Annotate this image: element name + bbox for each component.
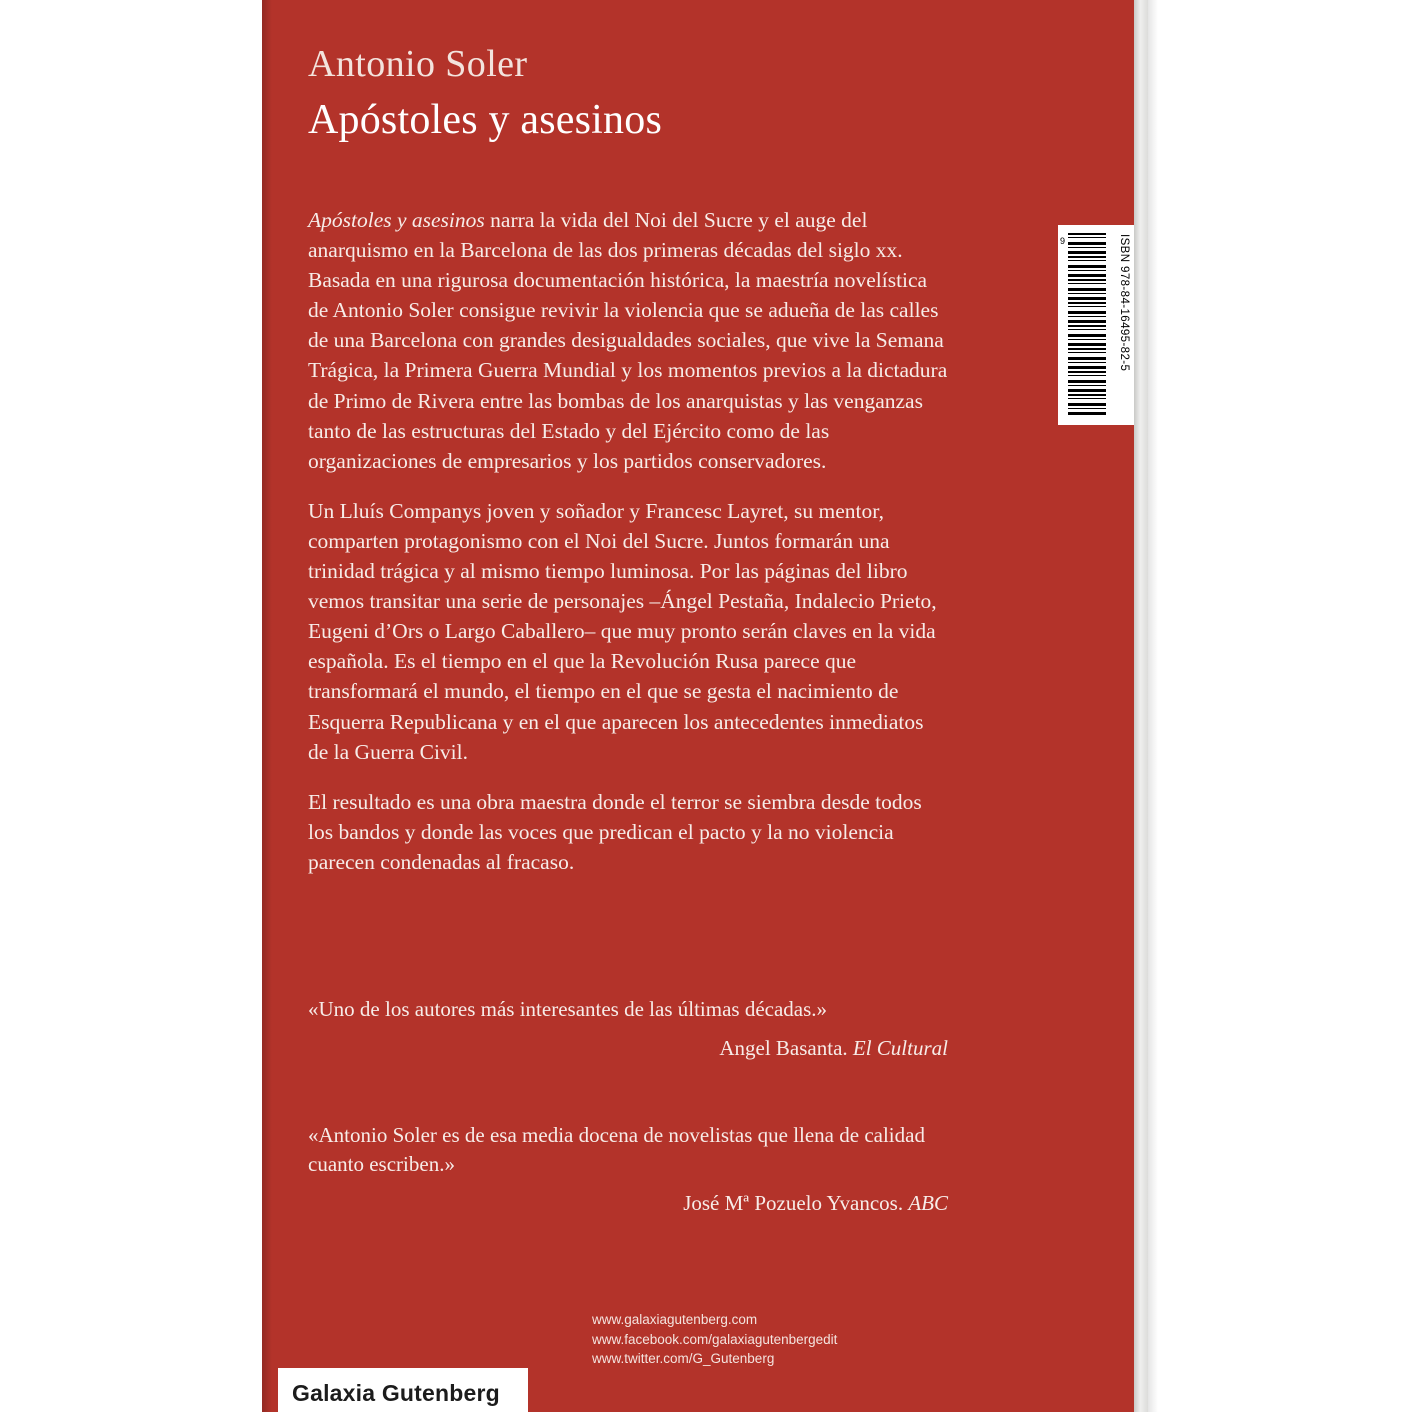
press-quote-text: «Uno de los autores más interesantes de las últimas décadas.» bbox=[308, 997, 828, 1021]
press-quote-text: «Antonio Soler es de esa media docena de novelistas que llena de calidad cuanto escriben.» bbox=[308, 1122, 925, 1176]
twitter-link: www.twitter.com/G_Gutenberg bbox=[592, 1351, 775, 1367]
blurb-title-italic: Apóstoles y asesinos bbox=[308, 208, 485, 232]
press-quote-source bbox=[308, 1189, 948, 1218]
facebook-link: www.facebook.com/galaxiagutenbergedit bbox=[592, 1331, 838, 1347]
barcode-lead-digit: 9 bbox=[1060, 236, 1066, 246]
press-quote bbox=[308, 1121, 948, 1218]
book-page-edge bbox=[1134, 0, 1148, 1412]
blurb-text bbox=[308, 205, 948, 877]
website-link: www.galaxiagutenberg.com bbox=[592, 1312, 758, 1327]
press-quote-source bbox=[308, 1034, 948, 1063]
blurb-paragraph-1-rest: narra la vida del Noi del Sucre y el auge del anarquismo en la Barcelona de las dos primeras décadas del siglo xx. Basada en una rigurosa documentación histórica, la maestría novelística de Antonio Soler consigue revivir la violencia que se adueña de las calles de una Barcelona con grandes desigualdades sociales, que vive la Semana Trágica, la Primera Guerra Mundial y los momentos previos a la dictadura de Primo de Rivera entre las bombas de los anarquistas y las venganzas tanto de las estructuras del Estado y del Ejército como de las organizaciones de empresarios y los partidos conservadores. bbox=[308, 208, 948, 473]
publisher-web-links bbox=[592, 1310, 837, 1369]
press-quotes bbox=[308, 995, 948, 1218]
cover-spine-shadow bbox=[262, 0, 272, 1412]
book-edge-shadow bbox=[1148, 0, 1158, 1412]
isbn-number: ISBN 978-84-16495-82-5 bbox=[1118, 234, 1130, 372]
press-quote bbox=[308, 995, 948, 1063]
blurb-paragraph-1 bbox=[308, 205, 948, 476]
author-name: Antonio Soler bbox=[308, 43, 528, 85]
book-cover-panel bbox=[262, 0, 1134, 1412]
press-quote-publication: ABC bbox=[908, 1190, 948, 1215]
barcode-stripes-icon bbox=[1068, 233, 1106, 417]
press-quote-author: Angel Basanta. bbox=[719, 1035, 848, 1060]
blurb-paragraph-3: El resultado es una obra maestra donde el terror se siembra desde todos los bandos y donde las voces que predican el pacto y la no violencia parecen condenadas al fracaso. bbox=[308, 789, 922, 874]
press-quote-author: José Mª Pozuelo Yvancos. bbox=[683, 1190, 904, 1215]
publisher-name: Galaxia Gutenberg bbox=[292, 1380, 500, 1406]
book-title: Apóstoles y asesinos bbox=[308, 97, 662, 143]
press-quote-publication: El Cultural bbox=[852, 1035, 948, 1060]
blurb-paragraph-2: Un Lluís Companys joven y soñador y Francesc Layret, su mentor, comparten protagonismo con el Noi del Sucre. Juntos formarán una trinidad trágica y al mismo tiempo luminosa. Por las páginas del libro vemos transitar una serie de personajes –Ángel Pestaña, Indalecio Prieto, Eugeni d’Ors o Largo Caballero– que muy pronto serán claves en la vida española. Es el tiempo en el que la Revolución Rusa parece que transformará el mundo, el tiempo en el que se gesta el nacimiento de Esquerra Republicana y en el que aparecen los antecedentes inmediatos de la Guerra Civil. bbox=[308, 498, 937, 764]
